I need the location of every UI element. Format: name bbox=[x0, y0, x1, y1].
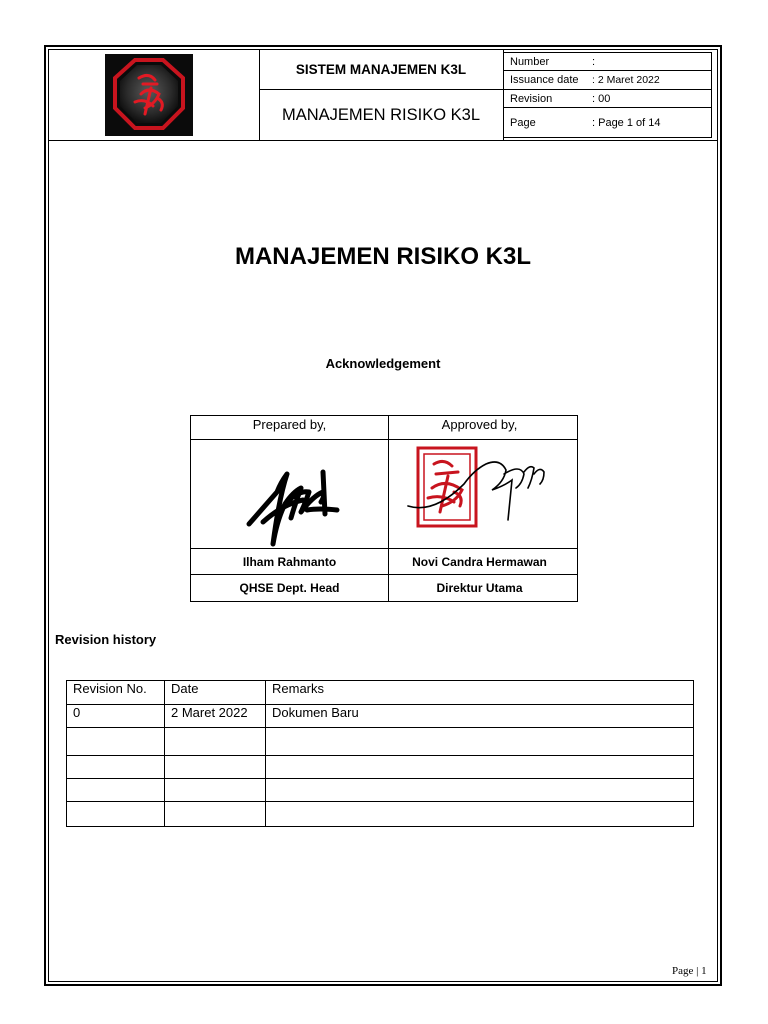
prepared-role: QHSE Dept. Head bbox=[239, 581, 340, 595]
approved-by-label: Approved by, bbox=[441, 416, 518, 432]
document-meta-box bbox=[503, 52, 712, 138]
logo-cell bbox=[48, 49, 260, 140]
table-cell-date: 2 Maret 2022 bbox=[171, 705, 248, 720]
prepared-by-label: Prepared by, bbox=[252, 416, 327, 432]
revision-history-table bbox=[66, 680, 694, 827]
prepared-name: Ilham Rahmanto bbox=[242, 554, 337, 569]
document-subtitle: MANAJEMEN RISIKO K3L bbox=[281, 105, 481, 124]
meta-issuance-value: : 2 Maret 2022 bbox=[592, 74, 660, 86]
document-title: MANAJEMEN RISIKO K3L bbox=[234, 243, 532, 270]
acknowledgement-heading: Acknowledgement bbox=[325, 356, 441, 371]
acknowledgement-table bbox=[190, 415, 578, 602]
page-number: Page | 1 bbox=[672, 965, 707, 977]
document-header bbox=[48, 49, 718, 141]
revision-history-heading: Revision history bbox=[55, 632, 157, 647]
system-title: SISTEM MANAJEMEN K3L bbox=[259, 49, 503, 90]
column-header-revision-no: Revision No. bbox=[73, 681, 147, 696]
approved-signature-icon bbox=[404, 444, 554, 537]
meta-number-value: : bbox=[592, 55, 596, 68]
meta-page-value: : Page 1 of 14 bbox=[592, 116, 661, 129]
meta-revision-value: : 00 bbox=[592, 92, 611, 105]
meta-page-row bbox=[504, 108, 711, 137]
column-header-remarks: Remarks bbox=[272, 681, 325, 696]
approved-role: Direktur Utama bbox=[436, 581, 523, 595]
table-cell-remarks: Dokumen Baru bbox=[272, 705, 359, 720]
meta-page-label: Page bbox=[510, 116, 536, 129]
meta-revision-label: Revision bbox=[510, 92, 553, 105]
approved-name: Novi Candra Hermawan bbox=[412, 554, 547, 569]
company-logo-icon bbox=[105, 54, 193, 136]
table-cell-revision-no: 0 bbox=[73, 705, 81, 720]
meta-issuance-label: Issuance date bbox=[510, 74, 579, 86]
meta-number-label: Number bbox=[510, 55, 550, 68]
column-header-date: Date bbox=[171, 681, 199, 696]
prepared-signature-icon bbox=[243, 452, 343, 553]
meta-number-row bbox=[504, 53, 711, 70]
header-title-cell bbox=[259, 49, 504, 140]
meta-revision-row bbox=[504, 90, 711, 107]
meta-issuance-row bbox=[504, 71, 711, 89]
